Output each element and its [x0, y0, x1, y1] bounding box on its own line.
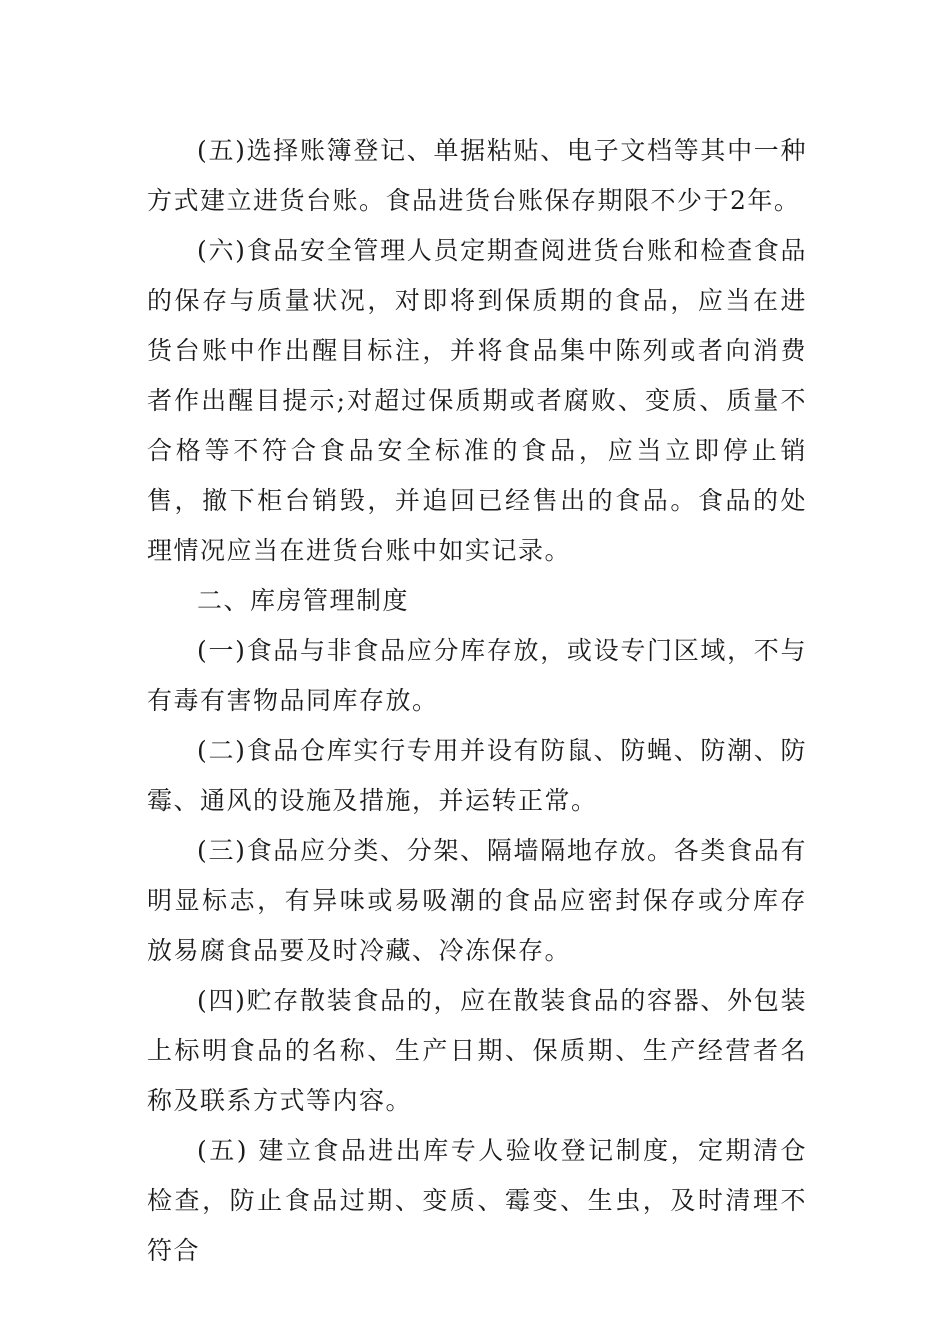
- paragraph-warehouse-item-5: (五) 建立食品进出库专人验收登记制度，定期清仓检查，防止食品过期、变质、霉变、生虫，及时清理不符合: [147, 1136, 807, 1265]
- section-heading-warehouse: 二、库房管理制度: [197, 586, 410, 615]
- paragraph-warehouse-item-1: (一)食品与非食品应分库存放，或设专门区域，不与有毒有害物品同库存放。: [147, 636, 807, 715]
- paragraph-purchase-item-6: (六)食品安全管理人员定期查阅进货台账和检查食品的保存与质量状况，对即将到保质期的食品，应当在进货台账中作出醒目标注，并将食品集中陈列或者向消费者作出醒目提示;对超过保质期或者腐败、变质、质量不合格等不符合食品安全标准的食品，应当立即停止销售，撤下柜台销毁，并追回已经售出的食品。食品的处理情况应当在进货台账中如实记录。: [147, 236, 807, 565]
- paragraph-warehouse-item-2: (二)食品仓库实行专用并设有防鼠、防蝇、防潮、防霉、通风的设施及措施，并运转正常。: [147, 736, 807, 815]
- document-page: [147, 126, 807, 1276]
- paragraph-warehouse-item-4: (四)贮存散装食品的，应在散装食品的容器、外包装上标明食品的名称、生产日期、保质期、生产经营者名称及联系方式等内容。: [147, 986, 807, 1115]
- paragraph-warehouse-item-3: (三)食品应分类、分架、隔墙隔地存放。各类食品有明显标志，有异味或易吸潮的食品应密封保存或分库存放易腐食品要及时冷藏、冷冻保存。: [147, 836, 807, 965]
- paragraph-purchase-item-5: (五)选择账簿登记、单据粘贴、电子文档等其中一种方式建立进货台账。食品进货台账保存期限不少于2年。: [147, 136, 807, 215]
